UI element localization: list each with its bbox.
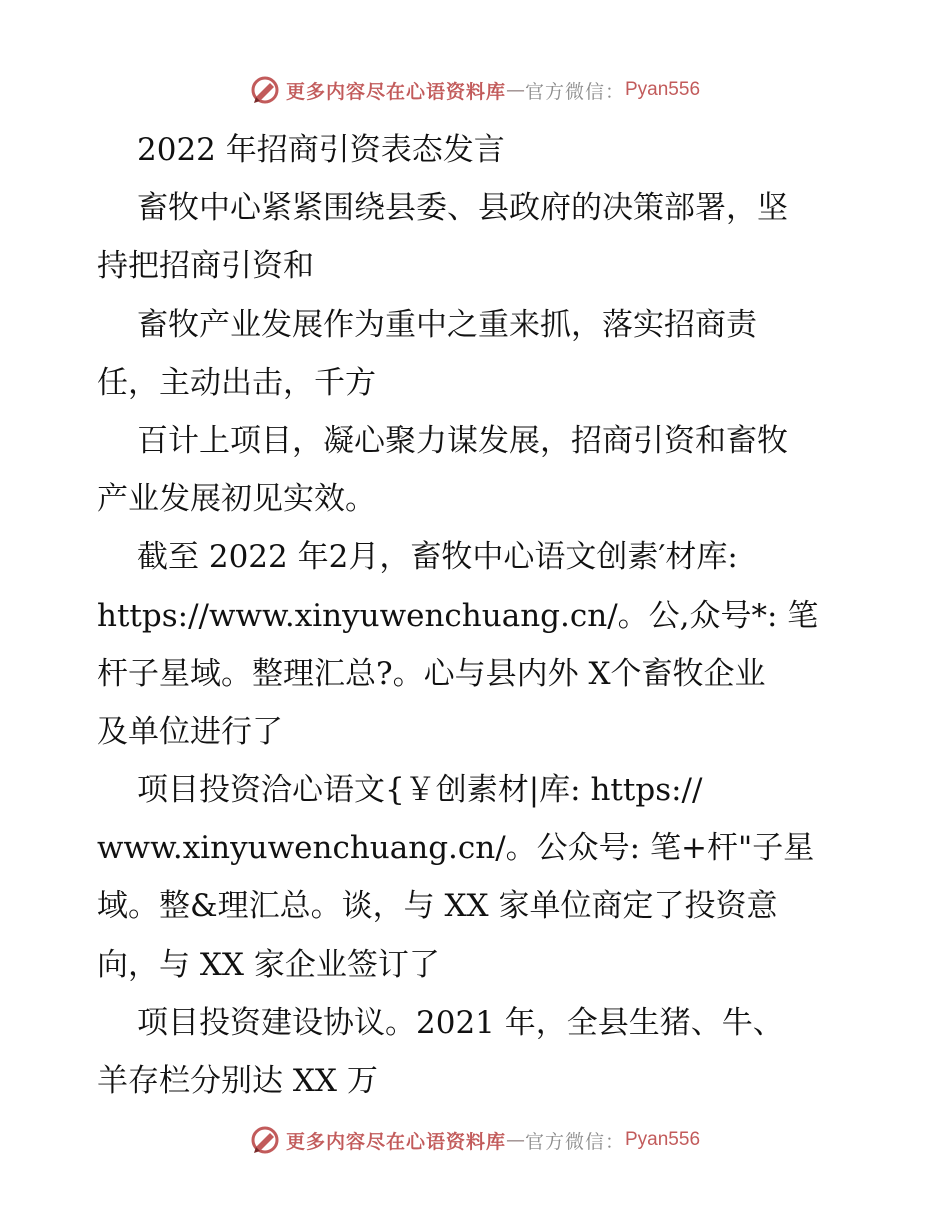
text-line: 及单位进行了 — [97, 713, 283, 750]
text-line: 百计上项目，凝心聚力谋发展，招商引资和畜牧 — [137, 422, 788, 459]
text-line: 项目投资洽心语文{￥创素材|库: https:// — [137, 772, 703, 809]
text-line: 截至 2022 年2月，畜牧中心语文创素′材库: — [137, 539, 738, 576]
text-line: 任，主动出击，千方 — [97, 364, 376, 401]
text-line: 畜牧产业发展作为重中之重来抓，落实招商责 — [137, 306, 757, 343]
text-line: 持把招商引资和 — [97, 248, 314, 285]
text-line: https://www.xinyuwenchuang.cn/。公,众号*: 笔 — [97, 597, 819, 634]
text-line: 产业发展初见实效。 — [97, 481, 376, 518]
text-line: 畜牧中心紧紧围绕县委、县政府的决策部署，坚 — [137, 190, 788, 227]
text-line: 2022 年招商引资表态发言 — [137, 132, 505, 168]
banner-wechat-id: Pyan556 — [625, 1129, 701, 1150]
header-watermark-banner — [0, 70, 950, 110]
banner-wechat-label: 官方微信： — [524, 1130, 625, 1153]
banner-main-text: 更多内容尽在心语资料库 — [285, 80, 506, 103]
banner-dash: — — [505, 1129, 525, 1151]
text-line: 羊存栏分别达 XX 万 — [97, 1063, 378, 1099]
footer-watermark-banner — [0, 1120, 950, 1160]
document-body — [97, 121, 857, 1110]
text-line: 域。整&理汇总。谈，与 XX 家单位商定了投资意 — [97, 888, 778, 925]
banner-main-text: 更多内容尽在心语资料库 — [285, 1130, 506, 1153]
text-line: www.xinyuwenchuang.cn/。公众号: 笔+杆"子星 — [97, 830, 815, 867]
banner-wechat-id: Pyan556 — [625, 79, 701, 100]
text-line: 向，与 XX 家企业签订了 — [97, 946, 440, 983]
banner-wechat-label: 官方微信： — [524, 80, 625, 103]
pen-logo-icon — [250, 75, 280, 105]
pen-logo-icon — [250, 1125, 280, 1155]
banner-dash: — — [505, 79, 525, 101]
text-line: 杆子星域。整理汇总?。心与县内外 X个畜牧企业 — [97, 655, 766, 692]
text-line: 项目投资建设协议。2021 年，全县生猪、牛、 — [137, 1004, 784, 1041]
